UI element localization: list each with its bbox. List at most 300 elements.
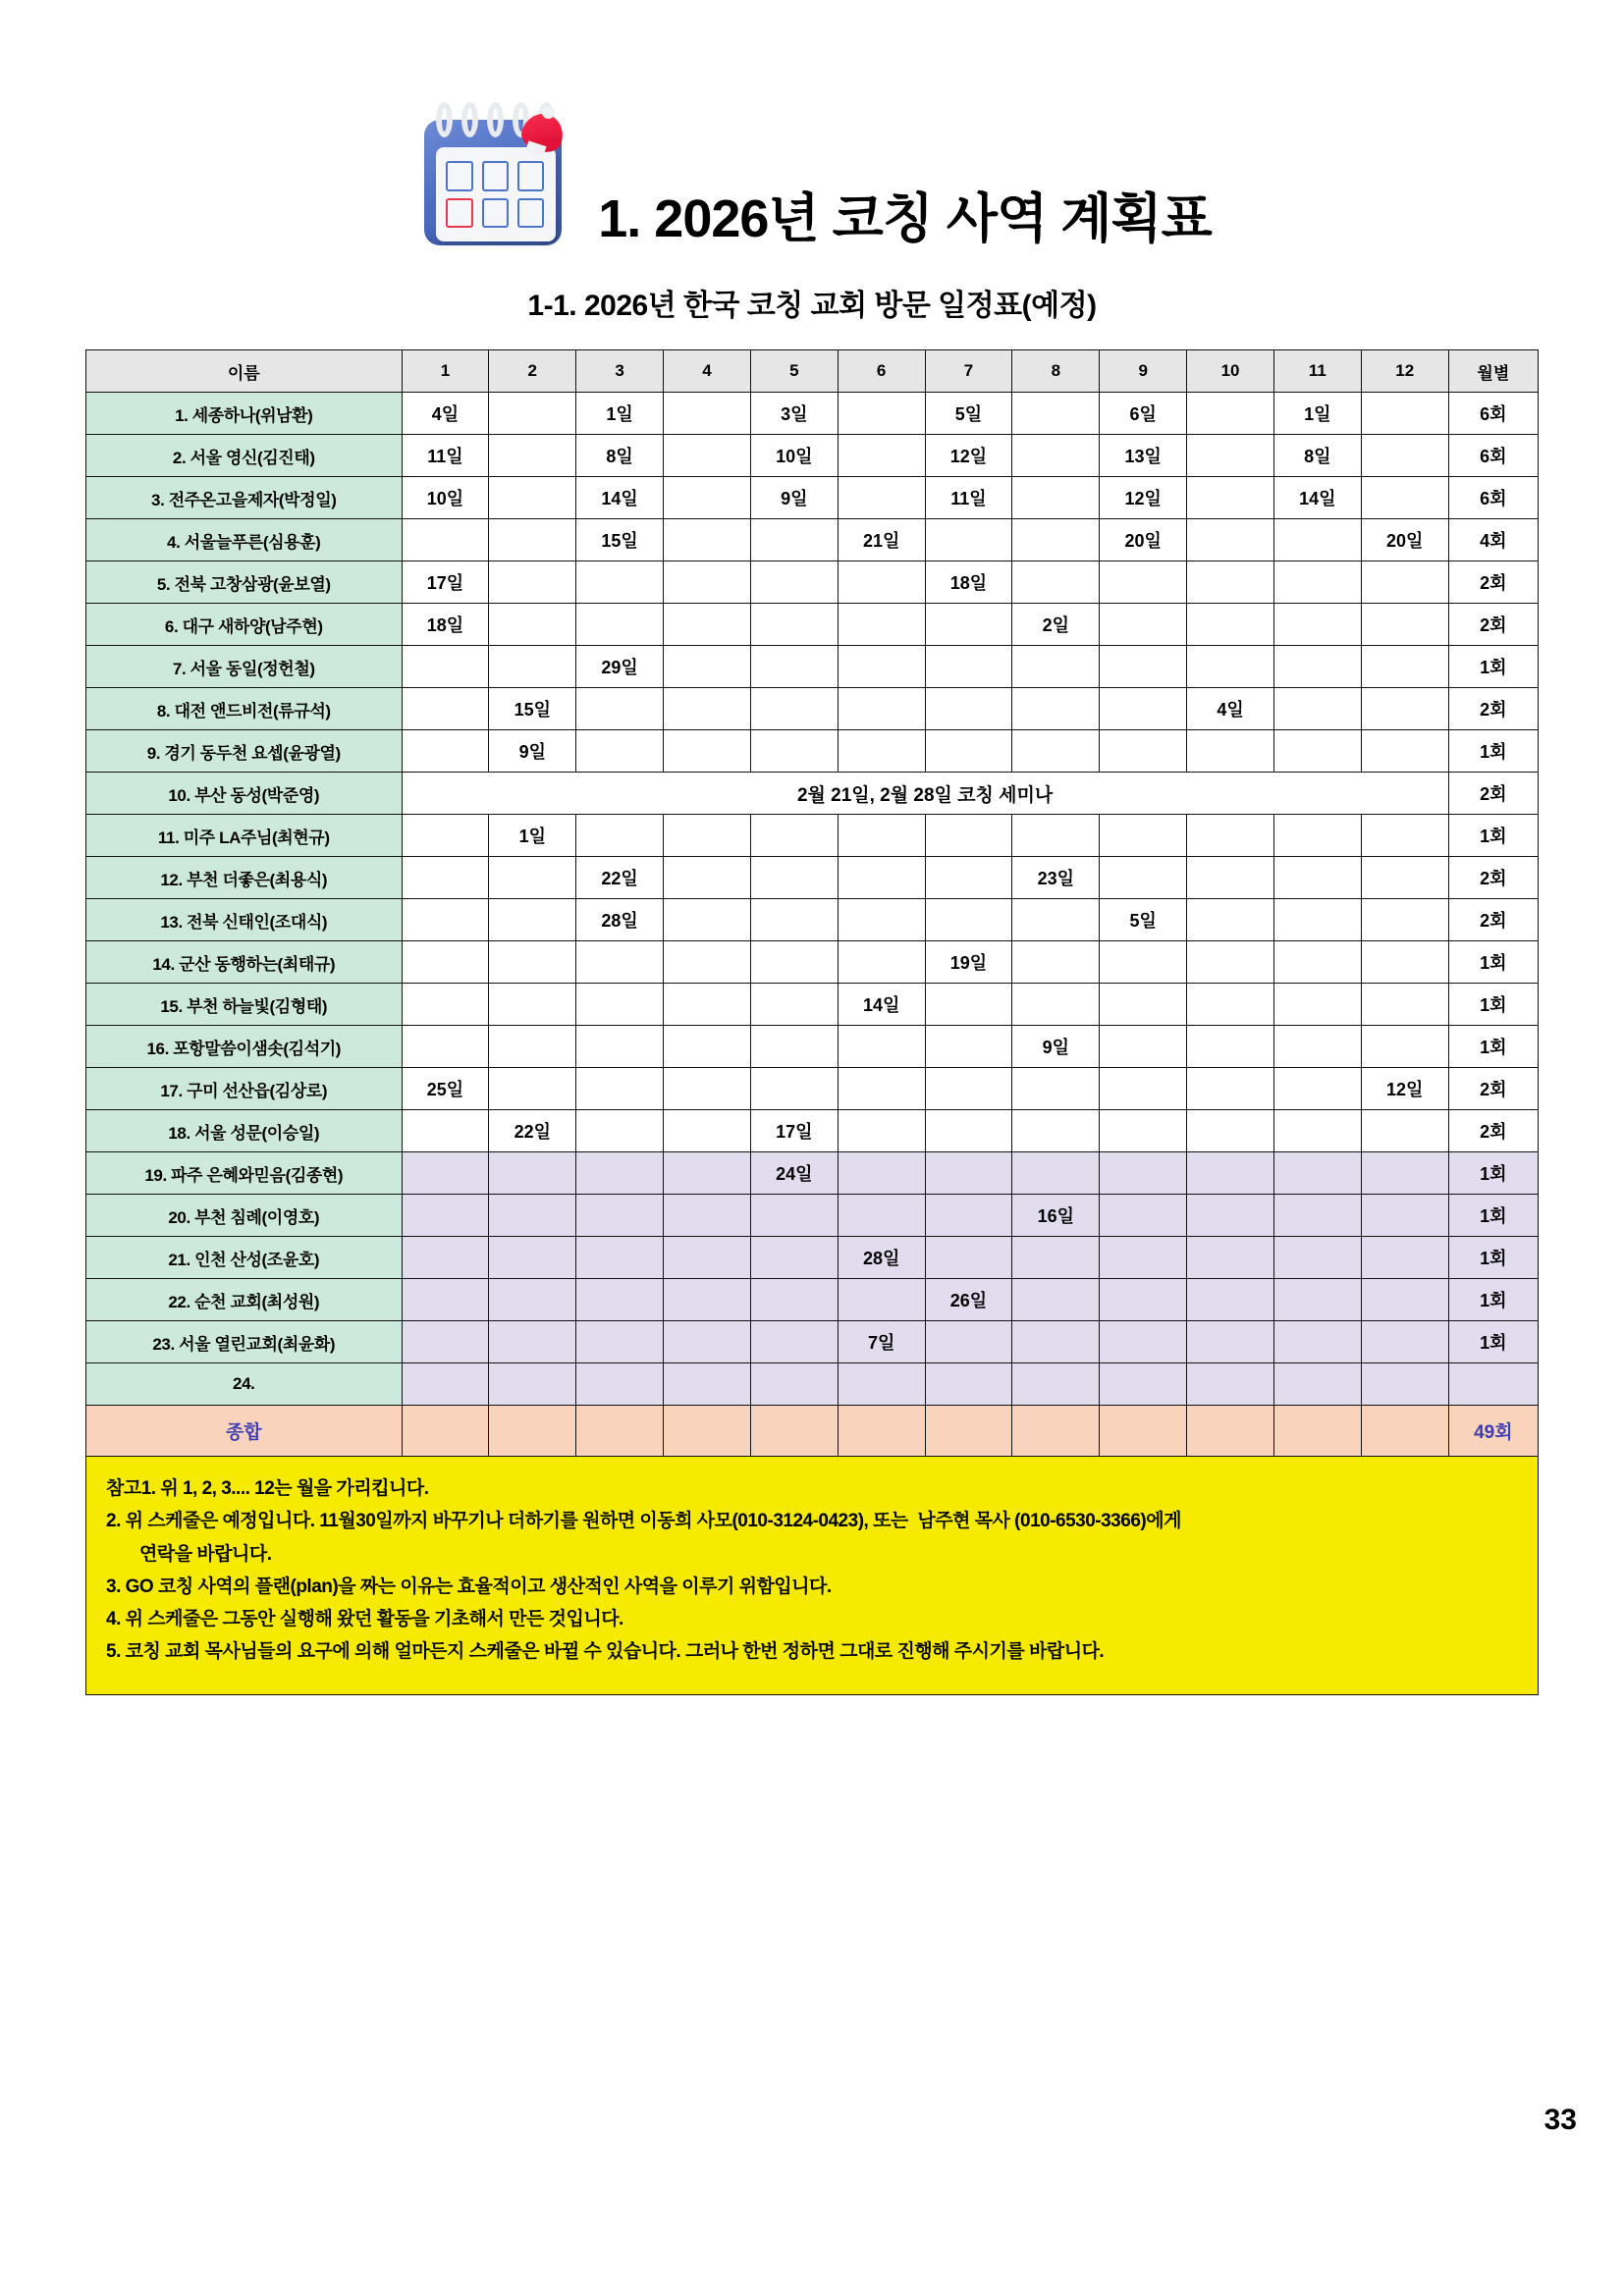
row-name-cell: 7. 서울 동일(정헌철)	[86, 646, 403, 688]
row-month-cell-10	[1187, 899, 1274, 941]
row-month-cell-1	[402, 984, 489, 1026]
row-month-cell-10	[1187, 1026, 1274, 1068]
row-name-cell: 2. 서울 영신(김진태)	[86, 435, 403, 477]
row-month-cell-10	[1187, 561, 1274, 604]
calendar-date-cell	[517, 198, 544, 229]
row-month-cell-7	[925, 1026, 1012, 1068]
row-month-cell-10	[1187, 857, 1274, 899]
row-month-cell-12	[1361, 393, 1448, 435]
row-month-cell-4	[664, 435, 751, 477]
row-total-cell: 1회	[1448, 941, 1538, 984]
row-month-cell-9	[1100, 1152, 1187, 1195]
row-month-cell-5	[750, 1195, 838, 1237]
note-line: 5. 코칭 교회 목사님들의 요구에 의해 얼마든지 스케줄은 바뀔 수 있습니다. 그러나 한번 정하면 그대로 진행해 주시기를 바랍니다.	[106, 1641, 1105, 1663]
row-month-cell-5	[750, 1321, 838, 1363]
row-month-cell-1	[402, 688, 489, 730]
row-month-cell-5: 3일	[750, 393, 838, 435]
row-name-cell: 20. 부천 침례(이영호)	[86, 1195, 403, 1237]
row-month-cell-10	[1187, 815, 1274, 857]
row-month-cell-1: 17일	[402, 561, 489, 604]
row-month-cell-8	[1012, 984, 1100, 1026]
row-month-cell-2	[489, 646, 576, 688]
row-month-cell-9	[1100, 1026, 1187, 1068]
row-month-cell-11	[1273, 815, 1361, 857]
row-month-cell-4	[664, 393, 751, 435]
row-month-cell-10	[1187, 1068, 1274, 1110]
summary-month-cell-11	[1273, 1406, 1361, 1457]
row-total-cell: 1회	[1448, 1026, 1538, 1068]
row-month-cell-12	[1361, 561, 1448, 604]
row-month-cell-11	[1273, 1363, 1361, 1406]
row-month-cell-2: 1일	[489, 815, 576, 857]
col-header-month-10: 10	[1187, 350, 1274, 393]
summary-row	[86, 1406, 1539, 1457]
row-total-cell: 2회	[1448, 561, 1538, 604]
table-row	[86, 1026, 1539, 1068]
row-month-cell-4	[664, 1152, 751, 1195]
calendar-date-grid	[446, 161, 544, 228]
row-month-cell-8	[1012, 1321, 1100, 1363]
row-month-cell-2	[489, 1068, 576, 1110]
row-month-cell-2	[489, 561, 576, 604]
row-month-cell-8: 2일	[1012, 604, 1100, 646]
note-line: 참고1. 위 1, 2, 3.... 12는 월을 가리킵니다.	[106, 1478, 429, 1499]
row-month-cell-2	[489, 941, 576, 984]
row-month-cell-9	[1100, 604, 1187, 646]
page-number: 33	[1543, 2104, 1577, 2136]
row-month-cell-8	[1012, 1237, 1100, 1279]
table-row	[86, 1195, 1539, 1237]
note-line: 연락을 바랍니다.	[139, 1543, 272, 1565]
row-month-cell-1: 10일	[402, 477, 489, 519]
calendar-ring	[436, 102, 453, 137]
summary-month-cell-1	[402, 1406, 489, 1457]
row-name-cell: 6. 대구 새하양(남주현)	[86, 604, 403, 646]
row-month-cell-12	[1361, 815, 1448, 857]
table-row	[86, 688, 1539, 730]
calendar-ring	[461, 102, 478, 137]
row-month-cell-9	[1100, 857, 1187, 899]
row-month-cell-5	[750, 899, 838, 941]
schedule-table	[85, 349, 1539, 1457]
row-month-cell-7: 19일	[925, 941, 1012, 984]
table-row	[86, 435, 1539, 477]
row-total-cell: 2회	[1448, 1068, 1538, 1110]
row-month-cell-3: 15일	[576, 519, 664, 561]
summary-month-cell-4	[664, 1406, 751, 1457]
row-month-cell-5	[750, 1068, 838, 1110]
row-month-cell-7: 12일	[925, 435, 1012, 477]
row-month-cell-3	[576, 730, 664, 773]
row-month-cell-1	[402, 899, 489, 941]
summary-month-cell-10	[1187, 1406, 1274, 1457]
row-month-cell-2	[489, 1237, 576, 1279]
row-month-cell-4	[664, 477, 751, 519]
row-month-cell-1	[402, 857, 489, 899]
row-month-cell-2: 9일	[489, 730, 576, 773]
row-month-cell-12	[1361, 1363, 1448, 1406]
summary-month-cell-5	[750, 1406, 838, 1457]
calendar-date-cell	[482, 198, 509, 229]
row-total-cell: 1회	[1448, 815, 1538, 857]
row-month-cell-1	[402, 730, 489, 773]
row-month-cell-6	[838, 646, 925, 688]
summary-month-cell-3	[576, 1406, 664, 1457]
row-month-cell-4	[664, 984, 751, 1026]
col-header-month-5: 5	[750, 350, 838, 393]
row-month-cell-3: 14일	[576, 477, 664, 519]
row-month-cell-9	[1100, 1195, 1187, 1237]
row-month-cell-4	[664, 1279, 751, 1321]
row-month-cell-11: 14일	[1273, 477, 1361, 519]
table-row	[86, 1279, 1539, 1321]
row-month-cell-8	[1012, 477, 1100, 519]
row-month-cell-3	[576, 1110, 664, 1152]
table-row	[86, 519, 1539, 561]
row-month-cell-2	[489, 1279, 576, 1321]
row-month-cell-2	[489, 1195, 576, 1237]
table-row	[86, 857, 1539, 899]
row-month-cell-9	[1100, 1363, 1187, 1406]
row-name-cell: 14. 군산 동행하는(최태규)	[86, 941, 403, 984]
table-row	[86, 984, 1539, 1026]
row-month-cell-11	[1273, 604, 1361, 646]
row-total-cell: 6회	[1448, 393, 1538, 435]
table-row	[86, 730, 1539, 773]
bell-icon	[518, 104, 569, 155]
row-month-cell-3	[576, 1068, 664, 1110]
table-body	[86, 393, 1539, 1406]
row-month-cell-7	[925, 604, 1012, 646]
row-month-cell-11: 1일	[1273, 393, 1361, 435]
summary-month-cell-2	[489, 1406, 576, 1457]
col-header-month-3: 3	[576, 350, 664, 393]
row-month-cell-1: 25일	[402, 1068, 489, 1110]
page-subtitle: 1-1. 2026년 한국 코칭 교회 방문 일정표(예정)	[527, 290, 1097, 322]
row-name-cell: 4. 서울늘푸른(심용훈)	[86, 519, 403, 561]
row-month-cell-5	[750, 1026, 838, 1068]
row-month-cell-6	[838, 1152, 925, 1195]
row-month-cell-8	[1012, 941, 1100, 984]
row-total-cell: 2회	[1448, 899, 1538, 941]
row-month-cell-10	[1187, 941, 1274, 984]
row-month-cell-3	[576, 1363, 664, 1406]
row-month-cell-1	[402, 815, 489, 857]
summary-month-cell-12	[1361, 1406, 1448, 1457]
row-month-cell-6: 28일	[838, 1237, 925, 1279]
row-month-cell-12	[1361, 1152, 1448, 1195]
table-row	[86, 815, 1539, 857]
row-month-cell-9	[1100, 1237, 1187, 1279]
row-month-cell-5	[750, 941, 838, 984]
row-month-cell-2	[489, 857, 576, 899]
row-month-cell-6: 21일	[838, 519, 925, 561]
row-name-cell: 23. 서울 열린교회(최윤화)	[86, 1321, 403, 1363]
row-month-cell-12	[1361, 730, 1448, 773]
row-month-cell-8	[1012, 815, 1100, 857]
row-total-cell: 1회	[1448, 1152, 1538, 1195]
calendar-date-cell	[446, 161, 472, 191]
row-month-cell-8	[1012, 393, 1100, 435]
notes-block	[85, 1457, 1539, 1695]
row-month-cell-6	[838, 561, 925, 604]
table-row	[86, 1363, 1539, 1406]
row-total-cell: 1회	[1448, 984, 1538, 1026]
row-total-cell: 6회	[1448, 477, 1538, 519]
row-month-cell-6	[838, 1068, 925, 1110]
table-row	[86, 1321, 1539, 1363]
row-month-cell-8	[1012, 1152, 1100, 1195]
row-month-cell-11	[1273, 1152, 1361, 1195]
row-month-cell-1	[402, 941, 489, 984]
row-month-cell-7: 26일	[925, 1279, 1012, 1321]
row-month-cell-12	[1361, 688, 1448, 730]
row-month-cell-3: 8일	[576, 435, 664, 477]
row-month-cell-10	[1187, 1237, 1274, 1279]
row-month-cell-3	[576, 1152, 664, 1195]
row-month-cell-3	[576, 1321, 664, 1363]
row-month-cell-10	[1187, 1152, 1274, 1195]
row-month-cell-1	[402, 1026, 489, 1068]
row-month-cell-9	[1100, 984, 1187, 1026]
row-month-cell-6	[838, 1026, 925, 1068]
row-month-cell-12: 12일	[1361, 1068, 1448, 1110]
row-month-cell-7: 18일	[925, 561, 1012, 604]
row-month-cell-7	[925, 1363, 1012, 1406]
row-month-cell-1	[402, 1195, 489, 1237]
row-month-cell-5	[750, 688, 838, 730]
row-month-cell-2	[489, 604, 576, 646]
row-month-cell-2	[489, 1152, 576, 1195]
row-month-cell-8	[1012, 899, 1100, 941]
row-month-cell-2: 15일	[489, 688, 576, 730]
row-month-cell-10	[1187, 984, 1274, 1026]
col-header-month-8: 8	[1012, 350, 1100, 393]
row-month-cell-7	[925, 646, 1012, 688]
row-month-cell-10	[1187, 1363, 1274, 1406]
row-month-cell-5	[750, 857, 838, 899]
row-month-cell-9	[1100, 1068, 1187, 1110]
row-month-cell-7	[925, 730, 1012, 773]
col-header-month-7: 7	[925, 350, 1012, 393]
row-month-cell-1: 11일	[402, 435, 489, 477]
row-month-cell-4	[664, 1363, 751, 1406]
row-month-cell-1	[402, 1152, 489, 1195]
row-month-cell-9	[1100, 561, 1187, 604]
table-row	[86, 1110, 1539, 1152]
schedule-table-wrapper	[85, 349, 1539, 1457]
table-row	[86, 1152, 1539, 1195]
row-month-cell-10	[1187, 1110, 1274, 1152]
row-month-cell-8	[1012, 1068, 1100, 1110]
row-month-cell-6	[838, 1195, 925, 1237]
row-month-cell-6	[838, 730, 925, 773]
row-month-cell-12	[1361, 435, 1448, 477]
row-month-cell-7	[925, 519, 1012, 561]
row-month-cell-1: 4일	[402, 393, 489, 435]
row-month-cell-12	[1361, 941, 1448, 984]
row-month-cell-9: 13일	[1100, 435, 1187, 477]
note-line: 2. 위 스케줄은 예정입니다. 11월30일까지 바꾸기나 더하기를 원하면 이동희 사모(010-3124-0423), 또는 남주현 목사 (010-6530-3366)에게	[106, 1511, 1181, 1532]
row-month-cell-5	[750, 561, 838, 604]
table-head	[86, 350, 1539, 393]
row-month-cell-6	[838, 393, 925, 435]
row-month-cell-5	[750, 519, 838, 561]
summary-grand-total: 49회	[1448, 1406, 1538, 1457]
row-month-cell-4	[664, 899, 751, 941]
table-row	[86, 1068, 1539, 1110]
row-month-cell-10	[1187, 393, 1274, 435]
col-header-name: 이름	[86, 350, 403, 393]
row-month-cell-11: 8일	[1273, 435, 1361, 477]
table-row	[86, 477, 1539, 519]
row-month-cell-12	[1361, 477, 1448, 519]
row-month-cell-3	[576, 1279, 664, 1321]
row-month-cell-2	[489, 1363, 576, 1406]
row-month-cell-3: 29일	[576, 646, 664, 688]
row-month-cell-9	[1100, 941, 1187, 984]
row-name-cell: 18. 서울 성문(이승일)	[86, 1110, 403, 1152]
summary-label: 종합	[86, 1406, 403, 1457]
row-name-cell: 11. 미주 LA주님(최현규)	[86, 815, 403, 857]
row-month-cell-10	[1187, 435, 1274, 477]
row-name-cell: 5. 전북 고창삼광(윤보열)	[86, 561, 403, 604]
summary-month-cell-6	[838, 1406, 925, 1457]
row-month-cell-5	[750, 815, 838, 857]
row-month-cell-3	[576, 984, 664, 1026]
row-month-cell-2	[489, 477, 576, 519]
row-month-cell-4	[664, 857, 751, 899]
row-month-cell-10	[1187, 519, 1274, 561]
row-month-cell-5	[750, 1237, 838, 1279]
row-total-cell: 1회	[1448, 1237, 1538, 1279]
row-month-cell-6	[838, 688, 925, 730]
row-month-cell-6	[838, 1110, 925, 1152]
row-month-cell-6	[838, 1363, 925, 1406]
row-month-cell-6	[838, 815, 925, 857]
row-month-cell-1	[402, 519, 489, 561]
row-month-cell-4	[664, 1026, 751, 1068]
row-month-cell-8: 23일	[1012, 857, 1100, 899]
row-name-cell: 10. 부산 동성(박준영)	[86, 773, 403, 815]
row-month-cell-7	[925, 984, 1012, 1026]
row-month-cell-3	[576, 1026, 664, 1068]
row-month-cell-11	[1273, 1237, 1361, 1279]
row-month-cell-12	[1361, 646, 1448, 688]
row-month-cell-6	[838, 477, 925, 519]
row-month-cell-2: 22일	[489, 1110, 576, 1152]
row-month-cell-6	[838, 435, 925, 477]
table-row	[86, 561, 1539, 604]
row-total-cell: 4회	[1448, 519, 1538, 561]
col-header-month-2: 2	[489, 350, 576, 393]
row-month-cell-7	[925, 1195, 1012, 1237]
row-month-cell-8	[1012, 1363, 1100, 1406]
row-month-cell-2	[489, 393, 576, 435]
row-month-cell-3	[576, 604, 664, 646]
note-line: 4. 위 스케줄은 그동안 실행해 왔던 활동을 기초해서 만든 것입니다.	[106, 1609, 623, 1629]
row-month-cell-11	[1273, 1026, 1361, 1068]
row-month-cell-4	[664, 1195, 751, 1237]
row-name-cell: 3. 전주온고을제자(박정일)	[86, 477, 403, 519]
row-month-cell-5	[750, 1279, 838, 1321]
col-header-month-12: 12	[1361, 350, 1448, 393]
col-header-total: 월별	[1448, 350, 1538, 393]
col-header-month-9: 9	[1100, 350, 1187, 393]
row-total-cell: 2회	[1448, 857, 1538, 899]
row-month-cell-6: 14일	[838, 984, 925, 1026]
row-month-cell-11	[1273, 561, 1361, 604]
row-name-cell: 17. 구미 선산읍(김상로)	[86, 1068, 403, 1110]
calendar-date-cell	[517, 161, 544, 191]
row-month-cell-7	[925, 857, 1012, 899]
row-month-cell-9: 6일	[1100, 393, 1187, 435]
row-month-cell-7	[925, 899, 1012, 941]
row-month-cell-3	[576, 561, 664, 604]
row-month-cell-11	[1273, 688, 1361, 730]
table-header-row	[86, 350, 1539, 393]
row-month-cell-10	[1187, 477, 1274, 519]
row-month-cell-12: 20일	[1361, 519, 1448, 561]
row-month-cell-4	[664, 604, 751, 646]
row-name-cell: 13. 전북 신태인(조대식)	[86, 899, 403, 941]
row-month-cell-5	[750, 646, 838, 688]
row-month-cell-5	[750, 984, 838, 1026]
row-month-cell-3	[576, 688, 664, 730]
row-month-cell-6	[838, 857, 925, 899]
row-month-cell-12	[1361, 984, 1448, 1026]
table-row	[86, 1237, 1539, 1279]
row-month-cell-10	[1187, 1195, 1274, 1237]
row-name-cell: 22. 순천 교회(최성원)	[86, 1279, 403, 1321]
row-month-cell-4	[664, 688, 751, 730]
row-month-cell-11	[1273, 1068, 1361, 1110]
table-row	[86, 646, 1539, 688]
row-month-cell-4	[664, 730, 751, 773]
row-month-cell-7	[925, 815, 1012, 857]
row-total-cell: 2회	[1448, 688, 1538, 730]
row-month-cell-6	[838, 899, 925, 941]
row-month-cell-5: 9일	[750, 477, 838, 519]
row-name-cell: 21. 인천 산성(조윤호)	[86, 1237, 403, 1279]
note-line: 3. GO 코칭 사역의 플랜(plan)을 짜는 이유는 효율적이고 생산적인 사역을 이루기 위함입니다.	[106, 1575, 832, 1597]
table-row	[86, 393, 1539, 435]
row-month-cell-12	[1361, 857, 1448, 899]
calendar-date-cell-highlighted	[446, 198, 472, 229]
row-month-cell-12	[1361, 1110, 1448, 1152]
row-month-cell-2	[489, 519, 576, 561]
row-month-cell-9	[1100, 815, 1187, 857]
row-month-cell-4	[664, 815, 751, 857]
table-foot	[86, 1406, 1539, 1457]
row-month-cell-1	[402, 1321, 489, 1363]
row-month-cell-9	[1100, 646, 1187, 688]
row-month-cell-2	[489, 899, 576, 941]
calendar-ring	[487, 102, 504, 137]
row-month-cell-12	[1361, 1195, 1448, 1237]
row-total-cell: 2회	[1448, 773, 1538, 815]
row-month-cell-4	[664, 1068, 751, 1110]
row-month-cell-2	[489, 435, 576, 477]
row-month-cell-8	[1012, 1279, 1100, 1321]
row-name-cell: 24.	[86, 1363, 403, 1406]
row-month-cell-9	[1100, 1321, 1187, 1363]
row-month-cell-12	[1361, 899, 1448, 941]
col-header-month-1: 1	[402, 350, 489, 393]
row-month-cell-5: 24일	[750, 1152, 838, 1195]
row-month-cell-8	[1012, 561, 1100, 604]
row-month-cell-11	[1273, 1110, 1361, 1152]
